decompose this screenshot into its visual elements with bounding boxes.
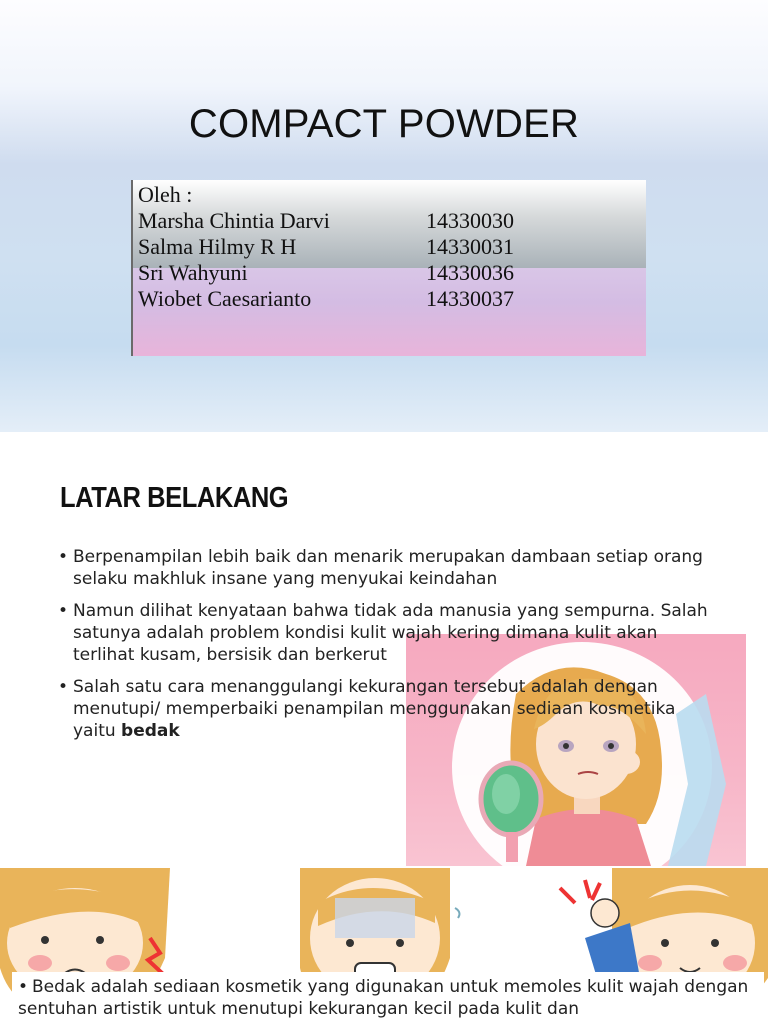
- author-row: [138, 260, 558, 286]
- author-id: 14330031: [426, 234, 514, 259]
- list-item: • Namun dilihat kenyataan bahwa tidak ada manusia yang sempurna. Salah satunya adalah problem kondisi kulit wajah kering dimana kulit akan terlihat kusam, bersisik dan berkerut: [58, 600, 718, 666]
- bullet-list: [58, 546, 718, 752]
- list-item: • Berpenampilan lebih baik dan menarik merupakan dambaan setiap orang selaku makhluk insane yang menyukai keindahan: [58, 546, 718, 590]
- bullet-text: Salah satu cara menanggulangi kekurangan tersebut adalah dengan menutupi/ memperbaiki penampilan menggunakan sediaan kosmetika yaitu: [73, 677, 676, 741]
- background-slide: [0, 432, 768, 868]
- section-title: LATAR BELAKANG: [60, 482, 289, 514]
- definition-text: [12, 972, 764, 1020]
- title-slide: [0, 0, 768, 432]
- slide-title: COMPACT POWDER: [188, 102, 580, 146]
- author-id: 14330036: [426, 260, 514, 285]
- author-id: 14330030: [426, 208, 514, 233]
- author-name: Wiobet Caesarianto: [138, 286, 312, 311]
- bullet-marker: •: [18, 977, 29, 997]
- bullet-bold-text: bedak: [121, 721, 180, 741]
- author-row: [138, 208, 558, 234]
- author-row: [138, 234, 558, 260]
- author-row: [138, 286, 558, 312]
- author-id: 14330037: [426, 286, 514, 311]
- author-name: Marsha Chintia Darvi: [138, 208, 330, 233]
- list-item: [58, 676, 718, 742]
- by-label: Oleh :: [138, 182, 193, 207]
- definition-slide: [0, 868, 768, 1024]
- author-name: Sri Wahyuni: [138, 260, 248, 285]
- author-box-divider: [131, 180, 133, 356]
- definition-body: Bedak adalah sediaan kosmetik yang digunakan untuk memoles kulit wajah dengan sentuhan artistik untuk menutupi kekurangan kecil pada kulit dan: [18, 977, 749, 1019]
- author-list: [138, 182, 558, 312]
- author-name: Salma Hilmy R H: [138, 234, 297, 259]
